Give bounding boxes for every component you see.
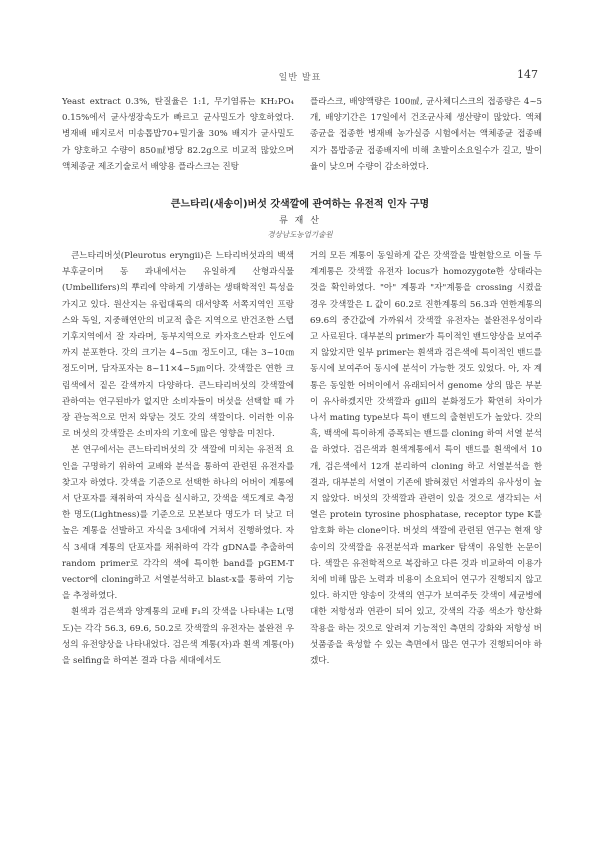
page-number: 147: [517, 68, 538, 81]
body-paragraph: 본 연구에서는 큰느타리버섯의 갓 색깔에 미치는 유전적 요인을 구명하기 위하여 교배와 분석을 통하여 관련된 유전자를 찾고자 하였다. 갓색을 기준으로 선택한 하나의 어버이 계통에서 단포자를 채취하여 자식을 실시하고, 갓색을 색도계로 측정한 명도(Lightness)를 기준으로 모본보다 명도가 더 낮고 더 높은 계통을 선발하고 자식을 3세대에 거쳐서 진행하였다. 자식 3세대 계통의 단포자를 채취하여 각각 gDNA를 추출하여 random primer로 각각의 색에 특이한 band를 pGEM-T vector에 cloning하고 서열분석하고 blast-x를 통하여 기능을 추정하였다.: [62, 445, 294, 602]
running-head: 일반 발표: [278, 73, 322, 83]
previous-abstract-left-column: [62, 94, 294, 175]
body-paragraph: 거의 모든 계통이 동일하게 같은 갓색깔을 발현함으로 이들 두계계통은 갓색깔 유전자 locus가 homozygote한 상태라는 것을 확인하였다. "아" 계통과 "자"계통을 crossing 시켰을 경우 갓색깔은 L 값이 60.2로 진한계통의 56.3과 연한계통의 69.6의 중간값에 가까워서 갓색깔 유전자는 불완전우성이라고 사료된다. 대부분의 primer가 특이적인 밴드양상을 보여주지 않았지만 일부 primer는 흰색과 검은색에 특이적인 밴드를 동시에 보여주어 동시에 분석이 가능한 것도 있었다. 아, 자 계통은 동일한 어버이에서 유래되어서 genome 상의 많은 부분이 유사하겠지만 갓색깔과 gill의 분화정도가 확연히 차이가 나서 mating type보다 특이 밴드의 출현빈도가 높았다. 갓의 흑, 백색에 특이하게 증폭되는 밴드를 cloning 하여 서열 분석을 하였다. 검은색과 흰색계통에서 특이 밴드를 흰색에서 10개, 검은색에서 12개 분리하여 cloning 하고 서열분석을 한 결과, 대부분의 서열이 기존에 밝혀졌던 서열과의 유사성이 높지 않았다. 버섯의 갓색깔과 관련이 있을 것으로 생각되는 서열은 protein tyrosine phosphatase, receptor type K를 암호화 하는 clone이다. 버섯의 색깔에 관련된 연구는 현재 양송이의 갓색깔을 유전분석과 marker 탐색이 유일한 논문이다. 색깔은 유전학적으로 복잡하고 다른 것과 비교하여 이용가치에 비해 많은 노력과 비용이 소요되어 연구가 진행되지 않고 있다. 하지만 양송이 갓색의 연구가 보여주듯 갓색이 세균병에 대한 저항성과 연관이 되어 있고, 갓색의 각종 색소가 항산화작용을 하는 것으로 알려져 기능적인 측면의 강화와 저항성 버섯품종을 육성할 수 있는 측면에서 많은 연구가 진행되어야 하겠다.: [310, 251, 542, 667]
article-author: 류 재 산: [279, 216, 321, 226]
article-body-left-column: [62, 248, 294, 669]
article-body-right-column: [310, 248, 542, 669]
article-title: 큰느타리(새송이)버섯 갓색깔에 관여하는 유전적 인자 구명: [170, 199, 430, 210]
article-affiliation: 경상남도농업기술원: [267, 230, 333, 239]
body-paragraph: 흰색과 검은색과 양계통의 교배 F₁의 갓색을 나타내는 L(명도)는 각각 56.3, 69.6, 50.2로 갓색깔의 유전자는 불완전 우성의 유전양상을 나타내었다. 검은색 계통(자)과 흰색 계통(아)을 selfing을 하여본 결과 다음 세대에서도: [62, 607, 294, 667]
previous-abstract-right-text: 플라스크, 배양액량은 100㎖, 균사체디스크의 접종량은 4~5개, 배양기간은 17일에서 건조균사체 생산량이 많았다. 액체종균을 접종한 병재배 농가실증 시험에서는 액체종균 접종배지가 톱밥종균 접종배지에 비해 초발이소요일수가 길고, 발이율이 낮으며 수량이 감소하였다.: [310, 97, 542, 172]
previous-abstract-left-text: Yeast extract 0.3%, 탄질율은 1:1, 무기염류는 KH₂PO₄ 0.15%에서 균사생장속도가 빠르고 균사밀도가 양호하였다. 병재배 배지로서 미송톱밥70+밀기울 30% 배지가 균사밀도가 양호하고 수량이 850㎖병당 82.2g으로 비교적 많았으며 액체종균 제조기술로서 배양용 플라스크는 진탕: [62, 97, 294, 172]
body-paragraph: 큰느타리버섯(Pleurotus eryngii)은 느타리버섯과의 백색부후균이며 동 과내에서는 유일하게 산형과식물(Umbellifers)의 뿌리에 약하게 기생하는 생태학적인 특성을 가지고 있다. 원산지는 유럽대륙의 대서양쪽 서쪽지역인 프랑스와 독일, 지중해연안의 비교적 춥은 지역으로 반건조한 스텝기후지역에서 잘 자라며, 동부지역으로 카자흐스탄과 인도에까지 분포한다. 갓의 크기는 4~5㎝ 정도이고, 대는 3~10㎝ 정도이며, 담자포자는 8~11×4~5㎛이다. 갓색깔은 연한 크림색에서 짙은 갈색까지 다양하다. 큰느타리버섯의 갓색깔에 관하여는 연구된바가 없지만 소비자들이 버섯을 선택할 때 가장 관능적으로 먼저 와닿는 것도 갓의 색깔이다. 이러한 이유로 버섯의 갓색깔은 소비자의 기호에 많은 영향을 미친다.: [62, 251, 294, 440]
previous-abstract-right-column: [310, 94, 542, 175]
